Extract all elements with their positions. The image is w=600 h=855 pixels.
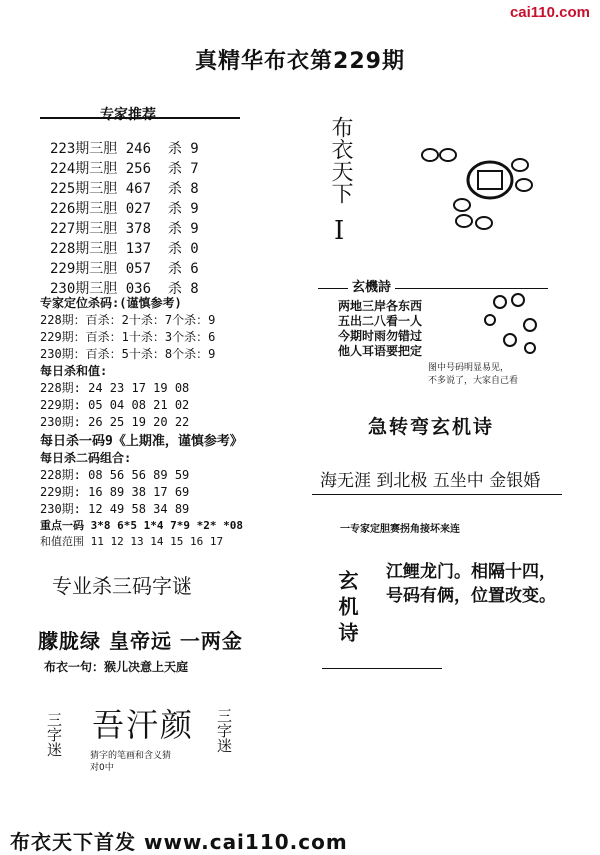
ring-shape <box>525 343 535 353</box>
side-label-right: 三字迷 <box>215 708 233 753</box>
poem-title: 玄機詩 <box>348 276 395 295</box>
list-item: 225期三胆 467 杀 8 <box>50 181 199 197</box>
buyi-line: 布衣一句：猴儿决意上天庭 <box>44 660 189 674</box>
kill-two-header: 每日杀二码组合: <box>40 451 132 465</box>
ring-shape <box>485 315 495 325</box>
tianxia-mark: I <box>334 216 345 246</box>
ring-shape <box>512 294 524 306</box>
list-item: 230期三胆 036 杀 8 <box>50 281 199 297</box>
list-item: 227期三胆 378 杀 9 <box>50 221 199 237</box>
page-title: 真精华布衣第229期 <box>195 49 405 74</box>
xuanji-line: 江鲤龙门。相隔十四， <box>386 562 556 582</box>
poem-block <box>338 299 422 359</box>
ring-shape <box>494 296 506 308</box>
xuanji-vertical: 玄机诗 <box>335 570 359 648</box>
ring-shape <box>524 319 536 331</box>
kill-one-header: 每日杀一码9《上期准，谨慎参考》 <box>40 434 243 449</box>
divider <box>312 494 562 495</box>
turn-text: 海无涯 到北极 五坐中 金银婚 <box>320 471 541 491</box>
list-item: 229期: 05 04 08 21 02 <box>40 398 190 412</box>
big-chars: 吾汗颜 <box>92 706 195 744</box>
experts-header: 专家推荐 <box>100 107 156 123</box>
tianxia-vertical: 布衣天下 <box>328 116 353 204</box>
ring-shape <box>516 179 532 191</box>
note-block <box>90 750 171 774</box>
ring-shape <box>422 149 438 161</box>
note-line: 猜字的笔画和含义猜 <box>90 751 172 761</box>
dash-text: 一专家定胆赛拐角接坏来连 <box>340 524 460 535</box>
caption-block <box>428 362 518 388</box>
list-item: 228期三胆 137 杀 0 <box>50 241 199 257</box>
note-line: 对0中 <box>90 763 114 773</box>
ring-shape <box>454 199 470 211</box>
poem-line: 两地三岸各东西 <box>338 299 423 313</box>
ring-shape <box>504 334 516 346</box>
sums-header: 每日杀和值: <box>40 364 108 378</box>
xuanji-block <box>386 560 556 608</box>
list-item: 229期：百杀：1十杀：3个杀：6 <box>40 330 216 344</box>
positions-header: 专家定位杀码:(谨慎参考) <box>40 296 182 310</box>
doodle-image <box>480 290 550 360</box>
list-item: 228期：百杀：2十杀：7个杀：9 <box>40 313 216 327</box>
poem-line: 五出二八看一人 <box>338 314 423 328</box>
list-item: 228期: 08 56 56 89 59 <box>40 468 190 482</box>
ring-shape <box>476 217 492 229</box>
site-logo-text: cai110.com <box>509 4 590 21</box>
side-label-left: 三字迷 <box>45 712 63 757</box>
positions-block <box>40 294 243 549</box>
list-item: 223期三胆 246 杀 9 <box>50 141 199 157</box>
ring-shape <box>440 149 456 161</box>
ring-shape <box>468 162 512 198</box>
list-item: 228期: 24 23 17 19 08 <box>40 381 190 395</box>
footer-text: 布衣天下首发 www.cai110.com <box>10 830 348 854</box>
turn-title: 急转弯玄机诗 <box>368 416 495 438</box>
caption-line: 图中号码明显易见， <box>428 363 510 373</box>
list-item: 226期三胆 027 杀 9 <box>50 201 199 217</box>
list-item: 230期: 12 49 58 34 89 <box>40 502 190 516</box>
list-item: 229期: 16 89 38 17 69 <box>40 485 190 499</box>
doodle-image <box>420 135 540 235</box>
list-item: 230期：百杀：5十杀：8个杀：9 <box>40 347 216 361</box>
ring-shape <box>512 159 528 171</box>
sum-range-line: 和值范围 11 12 13 14 15 16 17 <box>40 535 224 548</box>
divider <box>322 668 442 669</box>
caption-line: 不多说了，大家自己看 <box>428 376 519 386</box>
poem-line: 他人耳语要把定 <box>338 344 423 358</box>
experts-list <box>50 138 199 298</box>
list-item: 229期三胆 057 杀 6 <box>50 261 199 277</box>
list-item: 230期: 26 25 19 20 22 <box>40 415 190 429</box>
ring-shape <box>456 215 472 227</box>
riddle-text: 朦胧绿 皇帝远 一两金 <box>38 629 243 653</box>
focus-line: 重点一码 3*8 6*5 1*4 7*9 *2* *08 <box>40 519 243 532</box>
xuanji-line: 号码有俩，位置改变。 <box>386 586 556 606</box>
riddle-title: 专业杀三码字谜 <box>52 574 192 598</box>
poem-line: 今期时雨勿错过 <box>338 329 423 343</box>
box-shape <box>478 171 502 189</box>
list-item: 224期三胆 256 杀 7 <box>50 161 199 177</box>
